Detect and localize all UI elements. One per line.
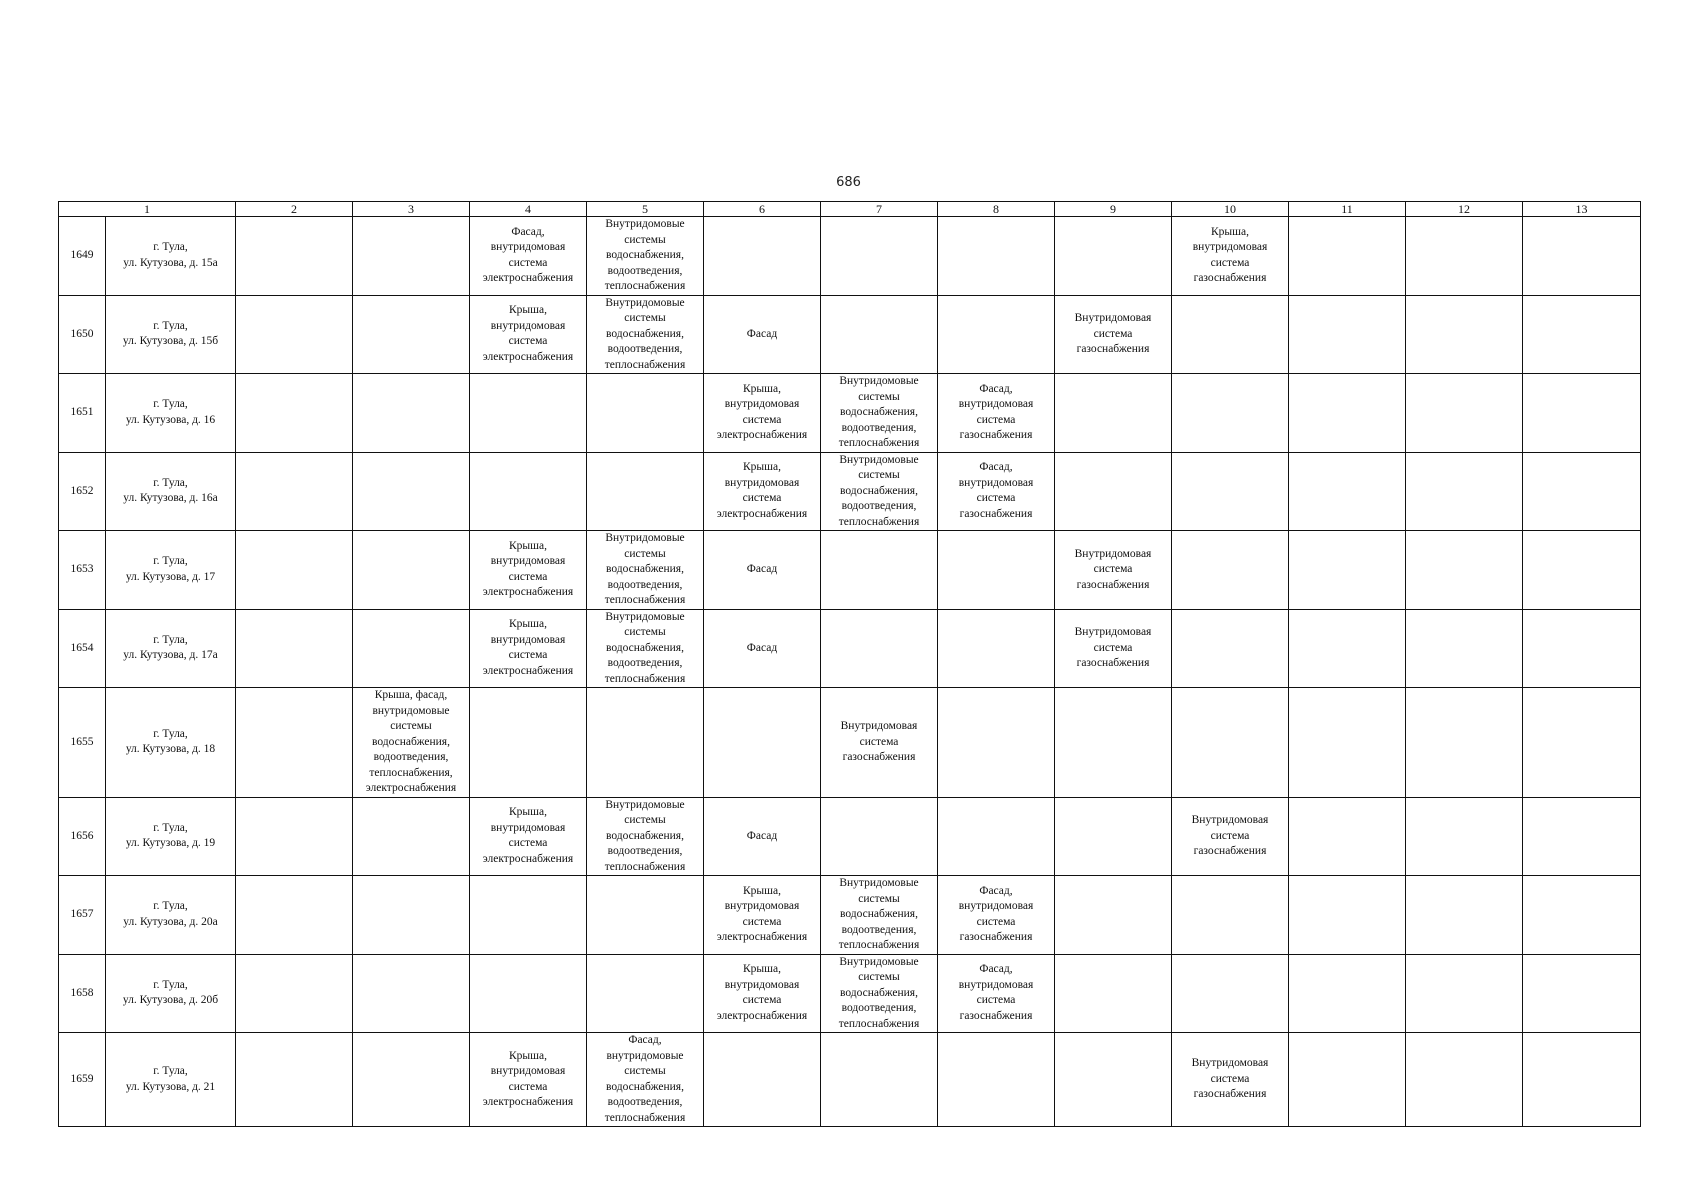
column-12-cell: [1406, 688, 1523, 798]
table-row: [59, 609, 1641, 688]
column-13-cell: [1523, 374, 1641, 453]
column-13-cell: [1523, 531, 1641, 610]
column-header: 10: [1172, 202, 1289, 217]
row-number-cell: 1652: [59, 452, 106, 531]
column-header: 1: [59, 202, 236, 217]
column-3-cell: [353, 217, 470, 296]
column-8-cell: [938, 531, 1055, 610]
column-header: 5: [587, 202, 704, 217]
column-13-cell: [1523, 954, 1641, 1033]
column-4-cell: [470, 688, 587, 798]
column-13-cell: [1523, 295, 1641, 374]
address-cell: г. Тула, ул. Кутузова, д. 15б: [106, 295, 236, 374]
column-6-cell: Фасад: [704, 797, 821, 876]
column-header: 9: [1055, 202, 1172, 217]
column-10-cell: Внутридомовая система газоснабжения: [1172, 1033, 1289, 1127]
column-11-cell: [1289, 452, 1406, 531]
column-3-cell: Крыша, фасад, внутридомовые системы водоснабжения, водоотведения, теплоснабжения, электроснабжения: [353, 688, 470, 798]
column-7-cell: [821, 609, 938, 688]
address-cell: г. Тула, ул. Кутузова, д. 16а: [106, 452, 236, 531]
column-5-cell: Фасад, внутридомовые системы водоснабжения, водоотведения, теплоснабжения: [587, 1033, 704, 1127]
column-10-cell: Внутридомовая система газоснабжения: [1172, 797, 1289, 876]
column-header: 3: [353, 202, 470, 217]
column-header: 11: [1289, 202, 1406, 217]
column-11-cell: [1289, 531, 1406, 610]
address-cell: г. Тула, ул. Кутузова, д. 17: [106, 531, 236, 610]
column-12-cell: [1406, 954, 1523, 1033]
table-row: [59, 374, 1641, 453]
column-8-cell: [938, 688, 1055, 798]
column-4-cell: Фасад, внутридомовая система электроснабжения: [470, 217, 587, 296]
table-row: [59, 876, 1641, 955]
column-11-cell: [1289, 797, 1406, 876]
column-4-cell: [470, 374, 587, 453]
column-13-cell: [1523, 217, 1641, 296]
column-6-cell: Фасад: [704, 609, 821, 688]
table-row: [59, 452, 1641, 531]
address-cell: г. Тула, ул. Кутузова, д. 20б: [106, 954, 236, 1033]
table-row: [59, 954, 1641, 1033]
column-11-cell: [1289, 876, 1406, 955]
column-7-cell: Внутридомовые системы водоснабжения, водоотведения, теплоснабжения: [821, 452, 938, 531]
column-8-cell: Фасад, внутридомовая система газоснабжения: [938, 876, 1055, 955]
column-12-cell: [1406, 531, 1523, 610]
column-11-cell: [1289, 954, 1406, 1033]
column-12-cell: [1406, 876, 1523, 955]
column-8-cell: [938, 609, 1055, 688]
column-9-cell: Внутридомовая система газоснабжения: [1055, 295, 1172, 374]
column-3-cell: [353, 876, 470, 955]
column-11-cell: [1289, 688, 1406, 798]
column-13-cell: [1523, 609, 1641, 688]
column-10-cell: [1172, 452, 1289, 531]
column-header: 4: [470, 202, 587, 217]
column-9-cell: [1055, 797, 1172, 876]
column-6-cell: Крыша, внутридомовая система электроснабжения: [704, 452, 821, 531]
row-number-cell: 1654: [59, 609, 106, 688]
table-row: [59, 688, 1641, 798]
column-2-cell: [236, 1033, 353, 1127]
column-3-cell: [353, 374, 470, 453]
column-header: 8: [938, 202, 1055, 217]
column-5-cell: Внутридомовые системы водоснабжения, водоотведения, теплоснабжения: [587, 531, 704, 610]
column-10-cell: [1172, 876, 1289, 955]
table-row: [59, 797, 1641, 876]
column-8-cell: [938, 295, 1055, 374]
address-cell: г. Тула, ул. Кутузова, д. 16: [106, 374, 236, 453]
address-cell: г. Тула, ул. Кутузова, д. 15а: [106, 217, 236, 296]
column-3-cell: [353, 295, 470, 374]
table-row: [59, 217, 1641, 296]
row-number-cell: 1653: [59, 531, 106, 610]
row-number-cell: 1659: [59, 1033, 106, 1127]
column-7-cell: [821, 295, 938, 374]
column-13-cell: [1523, 688, 1641, 798]
address-cell: г. Тула, ул. Кутузова, д. 18: [106, 688, 236, 798]
column-12-cell: [1406, 609, 1523, 688]
column-3-cell: [353, 1033, 470, 1127]
column-8-cell: [938, 1033, 1055, 1127]
column-13-cell: [1523, 797, 1641, 876]
column-10-cell: [1172, 531, 1289, 610]
row-number-cell: 1656: [59, 797, 106, 876]
column-7-cell: [821, 217, 938, 296]
column-6-cell: [704, 217, 821, 296]
column-5-cell: [587, 452, 704, 531]
column-header: 12: [1406, 202, 1523, 217]
column-12-cell: [1406, 295, 1523, 374]
column-6-cell: [704, 1033, 821, 1127]
column-7-cell: Внутридомовая система газоснабжения: [821, 688, 938, 798]
table-row: [59, 531, 1641, 610]
column-2-cell: [236, 374, 353, 453]
column-10-cell: Крыша, внутридомовая система газоснабжения: [1172, 217, 1289, 296]
column-6-cell: Фасад: [704, 295, 821, 374]
column-8-cell: Фасад, внутридомовая система газоснабжения: [938, 954, 1055, 1033]
row-number-cell: 1649: [59, 217, 106, 296]
column-13-cell: [1523, 876, 1641, 955]
address-cell: г. Тула, ул. Кутузова, д. 21: [106, 1033, 236, 1127]
column-5-cell: [587, 688, 704, 798]
column-3-cell: [353, 452, 470, 531]
column-5-cell: Внутридомовые системы водоснабжения, водоотведения, теплоснабжения: [587, 797, 704, 876]
column-10-cell: [1172, 295, 1289, 374]
column-5-cell: [587, 374, 704, 453]
column-4-cell: Крыша, внутридомовая система электроснабжения: [470, 1033, 587, 1127]
column-2-cell: [236, 609, 353, 688]
address-cell: г. Тула, ул. Кутузова, д. 19: [106, 797, 236, 876]
column-4-cell: Крыша, внутридомовая система электроснабжения: [470, 295, 587, 374]
column-7-cell: [821, 1033, 938, 1127]
column-5-cell: Внутридомовые системы водоснабжения, водоотведения, теплоснабжения: [587, 217, 704, 296]
column-7-cell: Внутридомовые системы водоснабжения, водоотведения, теплоснабжения: [821, 374, 938, 453]
table-row: [59, 1033, 1641, 1127]
column-12-cell: [1406, 217, 1523, 296]
column-header: 2: [236, 202, 353, 217]
column-13-cell: [1523, 1033, 1641, 1127]
column-2-cell: [236, 452, 353, 531]
column-4-cell: Крыша, внутридомовая система электроснабжения: [470, 531, 587, 610]
column-6-cell: Крыша, внутридомовая система электроснабжения: [704, 954, 821, 1033]
column-4-cell: Крыша, внутридомовая система электроснабжения: [470, 609, 587, 688]
column-9-cell: [1055, 217, 1172, 296]
column-9-cell: [1055, 688, 1172, 798]
row-number-cell: 1655: [59, 688, 106, 798]
table-body: [59, 217, 1641, 1127]
column-9-cell: [1055, 1033, 1172, 1127]
column-8-cell: Фасад, внутридомовая система газоснабжения: [938, 452, 1055, 531]
row-number-cell: 1650: [59, 295, 106, 374]
column-6-cell: Фасад: [704, 531, 821, 610]
column-header: 7: [821, 202, 938, 217]
column-9-cell: [1055, 954, 1172, 1033]
column-3-cell: [353, 954, 470, 1033]
column-12-cell: [1406, 797, 1523, 876]
column-header: 6: [704, 202, 821, 217]
column-10-cell: [1172, 688, 1289, 798]
column-6-cell: Крыша, внутридомовая система электроснабжения: [704, 374, 821, 453]
column-9-cell: [1055, 374, 1172, 453]
column-8-cell: [938, 217, 1055, 296]
column-6-cell: Крыша, внутридомовая система электроснабжения: [704, 876, 821, 955]
column-11-cell: [1289, 609, 1406, 688]
column-2-cell: [236, 217, 353, 296]
column-12-cell: [1406, 374, 1523, 453]
column-2-cell: [236, 295, 353, 374]
column-3-cell: [353, 609, 470, 688]
column-11-cell: [1289, 295, 1406, 374]
column-header: 13: [1523, 202, 1641, 217]
address-cell: г. Тула, ул. Кутузова, д. 17а: [106, 609, 236, 688]
column-4-cell: [470, 954, 587, 1033]
column-2-cell: [236, 954, 353, 1033]
column-12-cell: [1406, 452, 1523, 531]
column-3-cell: [353, 797, 470, 876]
column-4-cell: Крыша, внутридомовая система электроснабжения: [470, 797, 587, 876]
column-10-cell: [1172, 954, 1289, 1033]
column-10-cell: [1172, 374, 1289, 453]
header-row: [59, 202, 1641, 217]
column-5-cell: [587, 876, 704, 955]
row-number-cell: 1658: [59, 954, 106, 1033]
address-cell: г. Тула, ул. Кутузова, д. 20а: [106, 876, 236, 955]
column-2-cell: [236, 531, 353, 610]
table-row: [59, 295, 1641, 374]
repair-schedule-table: [58, 201, 1641, 1127]
column-9-cell: Внутридомовая система газоснабжения: [1055, 609, 1172, 688]
column-13-cell: [1523, 452, 1641, 531]
column-11-cell: [1289, 217, 1406, 296]
column-4-cell: [470, 452, 587, 531]
column-2-cell: [236, 876, 353, 955]
column-8-cell: [938, 797, 1055, 876]
column-2-cell: [236, 688, 353, 798]
column-6-cell: [704, 688, 821, 798]
column-2-cell: [236, 797, 353, 876]
column-4-cell: [470, 876, 587, 955]
column-10-cell: [1172, 609, 1289, 688]
column-7-cell: Внутридомовые системы водоснабжения, водоотведения, теплоснабжения: [821, 954, 938, 1033]
column-9-cell: Внутридомовая система газоснабжения: [1055, 531, 1172, 610]
row-number-cell: 1651: [59, 374, 106, 453]
column-7-cell: [821, 797, 938, 876]
column-12-cell: [1406, 1033, 1523, 1127]
column-3-cell: [353, 531, 470, 610]
column-5-cell: Внутридомовые системы водоснабжения, водоотведения, теплоснабжения: [587, 609, 704, 688]
column-8-cell: Фасад, внутридомовая система газоснабжения: [938, 374, 1055, 453]
column-5-cell: [587, 954, 704, 1033]
column-7-cell: [821, 531, 938, 610]
column-11-cell: [1289, 374, 1406, 453]
column-9-cell: [1055, 876, 1172, 955]
column-5-cell: Внутридомовые системы водоснабжения, водоотведения, теплоснабжения: [587, 295, 704, 374]
page-number: 686: [836, 175, 861, 190]
row-number-cell: 1657: [59, 876, 106, 955]
column-7-cell: Внутридомовые системы водоснабжения, водоотведения, теплоснабжения: [821, 876, 938, 955]
column-11-cell: [1289, 1033, 1406, 1127]
column-9-cell: [1055, 452, 1172, 531]
